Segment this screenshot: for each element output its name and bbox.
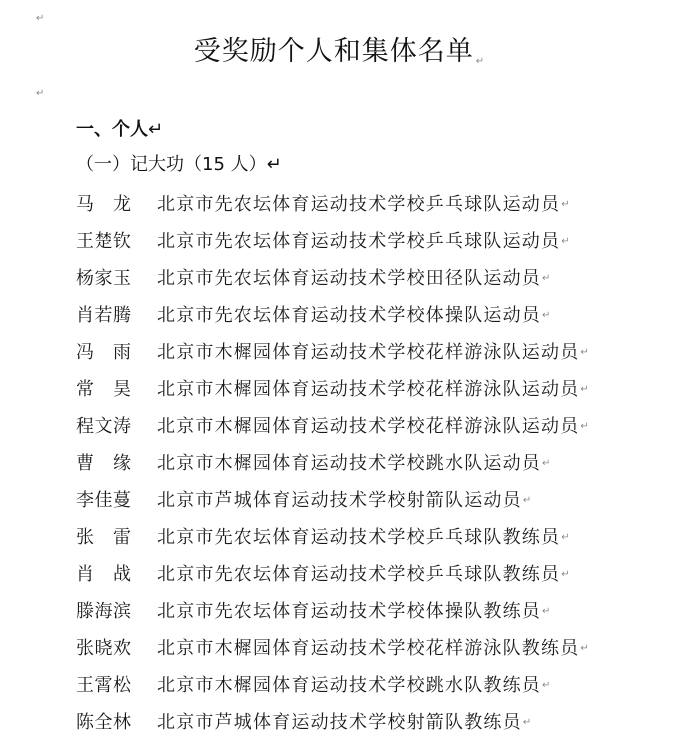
list-item: [76, 630, 666, 667]
awardee-name: 程文涛: [76, 415, 132, 437]
list-item: [76, 223, 666, 260]
paragraph-mark-icon: ↵: [561, 531, 570, 543]
awardee-name: 马 龙: [76, 193, 132, 215]
paragraph-mark-icon: ↵: [36, 13, 45, 24]
subsection-heading-text: （一）记大功（15 人）: [76, 154, 267, 175]
awardee-unit: 北京市先农坛体育运动技术学校乒乓球队教练员: [157, 563, 561, 585]
paragraph-mark-icon: ↵: [561, 235, 570, 247]
awardee-unit: 北京市木樨园体育运动技术学校花样游泳队运动员: [157, 341, 580, 363]
list-item: [76, 334, 666, 371]
awardee-unit: 北京市木樨园体育运动技术学校花样游泳队教练员: [157, 637, 580, 659]
awardee-name: 肖若腾: [76, 304, 132, 326]
paragraph-mark-icon: ↵: [148, 119, 164, 140]
awardee-name: 肖 战: [76, 563, 132, 585]
awardee-unit: 北京市先农坛体育运动技术学校乒乓球队运动员: [157, 193, 561, 215]
awardee-name: 滕海滨: [76, 600, 132, 622]
awardee-name: 曹 缘: [76, 452, 132, 474]
list-item: [76, 556, 666, 593]
list-item: [76, 297, 666, 334]
paragraph-mark-icon: ↵: [475, 56, 486, 67]
awardee-name: 冯 雨: [76, 341, 132, 363]
paragraph-mark-icon: ↵: [522, 716, 532, 728]
list-item: [76, 445, 666, 482]
awardee-name: 常 昊: [76, 378, 132, 400]
awardee-name: 杨家玉: [76, 267, 132, 289]
title-text: 受奖励个人和集体名单: [193, 36, 474, 67]
paragraph-mark-icon: ↵: [542, 605, 551, 617]
paragraph-mark-icon: ↵: [580, 642, 589, 654]
section-heading-text: 一、个人: [76, 119, 148, 140]
list-item: [76, 704, 666, 741]
list-item: [76, 371, 666, 408]
awardee-unit: 北京市芦城体育运动技术学校射箭队教练员: [157, 711, 522, 733]
awardee-unit: 北京市芦城体育运动技术学校射箭队运动员: [157, 489, 522, 511]
paragraph-mark-icon: ↵: [580, 420, 589, 432]
list-item: [76, 519, 666, 556]
section-heading: [76, 116, 163, 144]
awardee-name: 张 雷: [76, 526, 132, 548]
paragraph-mark-icon: ↵: [580, 383, 589, 395]
awardee-name: 李佳蔓: [76, 489, 132, 511]
awardee-unit: 北京市先农坛体育运动技术学校乒乓球队教练员: [157, 526, 561, 548]
awardee-unit: 北京市先农坛体育运动技术学校田径队运动员: [157, 267, 541, 289]
list-item: [76, 408, 666, 445]
paragraph-mark-icon: ↵: [580, 346, 589, 358]
paragraph-mark-icon: ↵: [542, 457, 551, 469]
paragraph-mark-icon: ↵: [561, 568, 570, 580]
list-item: [76, 593, 666, 630]
subsection-heading: [76, 151, 282, 179]
list-item: [76, 482, 666, 519]
awardee-unit: 北京市木樨园体育运动技术学校花样游泳队运动员: [157, 378, 580, 400]
paragraph-mark-icon: ↵: [542, 679, 551, 691]
awardee-name: 王霄松: [76, 674, 132, 696]
paragraph-mark-icon: ↵: [522, 494, 532, 506]
paragraph-mark-icon: ↵: [542, 272, 551, 284]
awardee-unit: 北京市木樨园体育运动技术学校花样游泳队运动员: [157, 415, 580, 437]
list-item: [76, 260, 666, 297]
awardee-name: 陈全林: [76, 711, 132, 733]
awardee-unit: 北京市先农坛体育运动技术学校体操队教练员: [157, 600, 541, 622]
awardee-name: 张晓欢: [76, 637, 132, 659]
paragraph-mark-icon: ↵: [542, 309, 551, 321]
awardee-unit: 北京市木樨园体育运动技术学校跳水队运动员: [157, 452, 541, 474]
document-title: [0, 34, 679, 80]
paragraph-mark-icon: ↵: [36, 88, 45, 99]
awardee-unit: 北京市先农坛体育运动技术学校乒乓球队运动员: [157, 230, 561, 252]
list-item: [76, 667, 666, 704]
list-item: [76, 186, 666, 223]
awardee-unit: 北京市先农坛体育运动技术学校体操队运动员: [157, 304, 541, 326]
paragraph-mark-icon: ↵: [266, 154, 282, 175]
awardee-unit: 北京市木樨园体育运动技术学校跳水队教练员: [157, 674, 541, 696]
awardee-list: [76, 186, 666, 741]
paragraph-mark-icon: ↵: [561, 198, 570, 210]
awardee-name: 王楚钦: [76, 230, 132, 252]
